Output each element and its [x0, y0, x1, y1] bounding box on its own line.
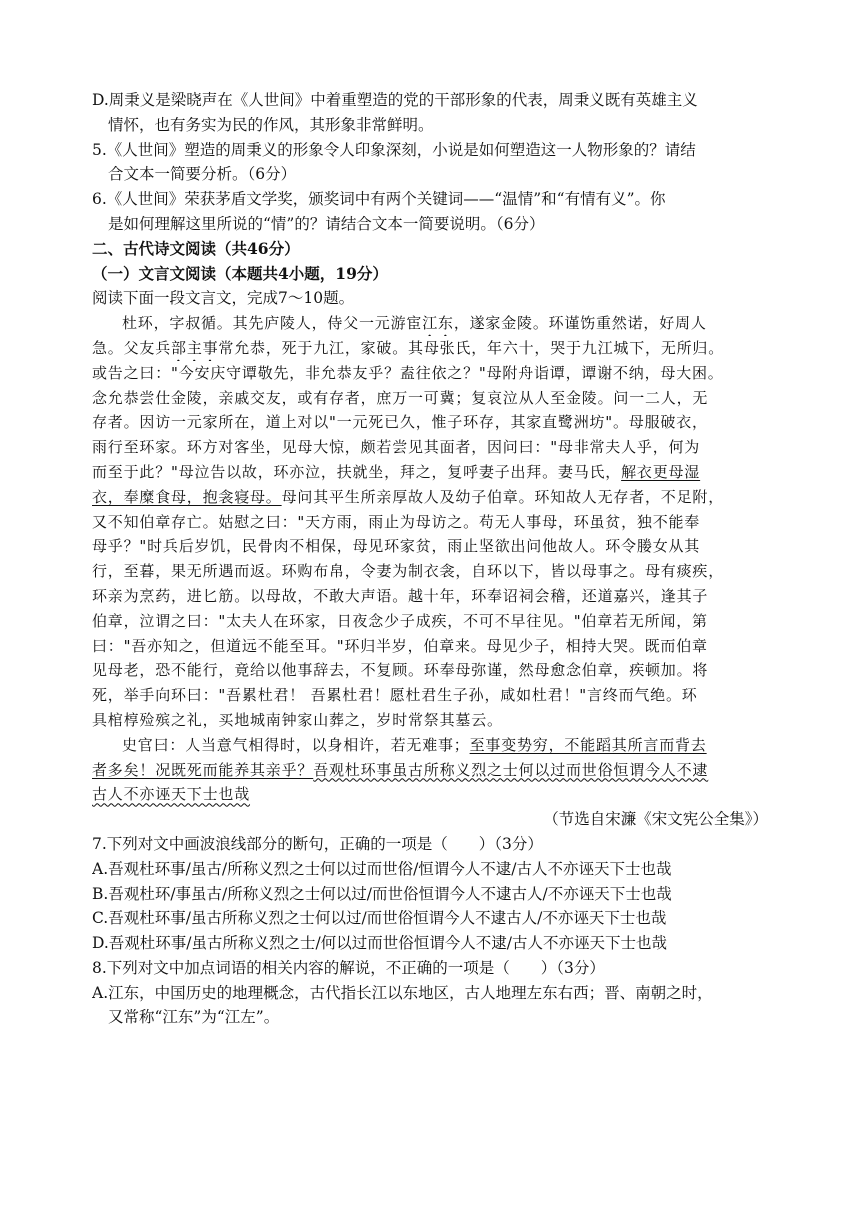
q4-option-d-line2: 情怀，也有务实为民的作风，其形象非常鲜明。 — [108, 115, 434, 134]
q7-option-a: A.吾观杜环事/虽古/所称义烈之士何以过而世俗/恒谓今人不逮/古人不亦诬天下士也哉 — [92, 859, 672, 878]
passage-line: 雨行至环家。环方对客坐，见母大惊，颇若尝见其面者，因问曰："母非常夫人乎，何为 — [92, 438, 701, 457]
passage-line — [92, 733, 776, 758]
passage-text: ，遂家金陵。环谨饬重然诺，好周人 — [453, 314, 707, 333]
passage-line — [92, 311, 776, 336]
passage-line: 伯章，泣谓之曰："太夫人在环家，日夜念少子成疾，不可不早往见。"伯章若无所闻，第 — [92, 611, 708, 630]
dotted-term-jiangdong: 江东 — [422, 314, 454, 333]
passage-line: 又不知伯章存亡。姑慰之曰："天方雨，雨止为母访之。苟无人事母，环虽贫，独不能奉 — [92, 512, 701, 531]
q7-option-b: B.吾观杜环/事虽古/所称义烈之士何以过/而世俗恒谓今人不逮古人/不亦诬天下士也哉 — [92, 884, 672, 903]
reading-instruction: 阅读下面一段文言文，完成7～10题。 — [92, 289, 355, 308]
section-title: 二、古代诗文阅读（共46分） — [92, 238, 300, 258]
q7-stem: 7.下列对文中画波浪线部分的断句，正确的一项是（ ）（3分） — [92, 834, 543, 853]
passage-line — [92, 460, 776, 485]
q8-stem: 8.下列对文中加点词语的相关内容的解说，不正确的一项是（ ）（3分） — [92, 958, 605, 977]
passage-line: 见母老，恐不能行，竟给以他事辞去，不复顾。环奉母弥谨，然母愈念伯章，疾顿加。将 — [92, 661, 709, 680]
passage-text: 杜环，字叔循。其先庐陵人，侍父一元游宦 — [122, 314, 423, 333]
wavy-underlined-sentence: 古人不亦诬天下士也哉 — [92, 785, 251, 804]
passage-line: 曰："吾亦知之，但道远不能至耳。"环归半岁，伯章来。母见少子，相持大哭。既而伯章 — [92, 636, 708, 655]
passage-line: 存者。因访一元家所在，道上对以"一元死已久，惟子环存，其家直鹭洲坊"。母服破衣， — [92, 413, 708, 432]
q7-option-c: C.吾观杜环事/虽古所称义烈之士何以过/而世俗恒谓今人不逮古人/不亦诬天下士也哉 — [92, 909, 667, 928]
underlined-sentence: 解衣更母湿 — [621, 462, 701, 481]
q7-option-d: D.吾观杜环事/虽古所称义烈之士/何以过而世俗恒谓今人不逮/古人不亦诬天下士也哉 — [92, 934, 667, 953]
passage-text: 史官曰：人当意气相得时，以身相许，若无难事； — [122, 735, 470, 754]
passage-line: 或告之曰："今安庆守谭敬先，非允恭友乎？盍往依之？"母附舟诣谭，谭谢不纳，母大困。 — [92, 363, 724, 382]
underlined-sentence: 至事变势穷，不能蹈其所言而背去 — [469, 735, 707, 754]
q8-option-a-line2: 又常称“江东”为“江左”。 — [108, 1008, 280, 1027]
passage-line: 行，至暮，果无所遇而返。环购布帛，令妻为制衣衾，自环以下，皆以母事之。母有痰疾， — [92, 562, 725, 581]
q5-line1: 5.《人世间》塑造的周秉义的形象令人印象深刻，小说是如何塑造这一人物形象的？请结 — [92, 140, 696, 159]
q5-line2: 合文本一简要分析。（6分） — [108, 165, 297, 184]
passage-text: 而至于此？"母泣告以故，环亦泣，扶就坐，拜之，复呼妻子出拜。妻马氏， — [92, 462, 622, 481]
q6-line1: 6.《人世间》荣获茅盾文学奖，颁奖词中有两个关键词——“温情”和“有情有义”。你 — [92, 190, 666, 209]
wavy-underlined-sentence: 吾观杜环事虽古所称义烈之士何以过而世俗恒谓今人不逮 — [313, 760, 709, 779]
q6-line2: 是如何理解这里所说的“情”的？请结合文本一简要说明。（6分） — [108, 214, 545, 233]
passage-line: 具棺椁殓殡之礼，买地城南钟家山葬之，岁时常祭其墓云。 — [92, 710, 503, 729]
passage-line — [92, 758, 776, 783]
subsection-title: （一）文言文阅读（本题共4小题，19分） — [92, 263, 388, 283]
passage-line: 死，举手向环曰："吾累杜君！ 吾累杜君！愿杜君生子孙，咸如杜君！"言终而气绝。环 — [92, 686, 698, 705]
passage-text: 急。父友兵 — [92, 338, 172, 357]
passage-text: 母问其平生所亲厚故人及幼子伯章。环知故人无存者，不足附， — [281, 487, 725, 506]
passage-source: （节选自宋濂《宋文宪公全集》） — [543, 810, 768, 829]
passage-line: 念允恭尝仕金陵，亲戚交友，或有存者，庶万一可冀；复哀泣从人至金陵。问一二人，无 — [92, 388, 709, 407]
passage-line: 环亲为烹药，进匕筋。以母故，不敢大声语。越十年，环奉诏祠会稽，还道嘉兴，逢其子 — [92, 586, 709, 605]
passage-line — [92, 782, 776, 807]
q4-option-d-line1: D.周秉义是梁晓声在《人世间》中着重塑造的党的干部形象的代表，周秉义既有英雄主义 — [92, 91, 698, 109]
classical-passage — [92, 311, 776, 807]
underlined-sentence: 者多矣！况既死而能养其亲乎？ — [92, 760, 314, 779]
exam-page — [92, 88, 776, 1030]
passage-line: 母乎？"时兵后岁饥，民骨肉不相保，母见环家贫，雨止坚欲出问他故人。环令媵女从其 — [92, 537, 701, 556]
underlined-sentence: 衣，奉糜食母，抱衾寝母。 — [92, 487, 282, 506]
passage-text: 常允恭，死于九江，家破。其母张氏，年六十，哭于九江城下，无所归。 — [218, 338, 725, 357]
dotted-term-zhushi: 部主事 — [171, 338, 219, 357]
passage-line — [92, 336, 776, 361]
q8-option-a-line1: A.江东，中国历史的地理概念，古代指长江以东地区，古人地理左东右西；晋、南朝之时， — [92, 983, 713, 1002]
passage-line — [92, 485, 776, 510]
